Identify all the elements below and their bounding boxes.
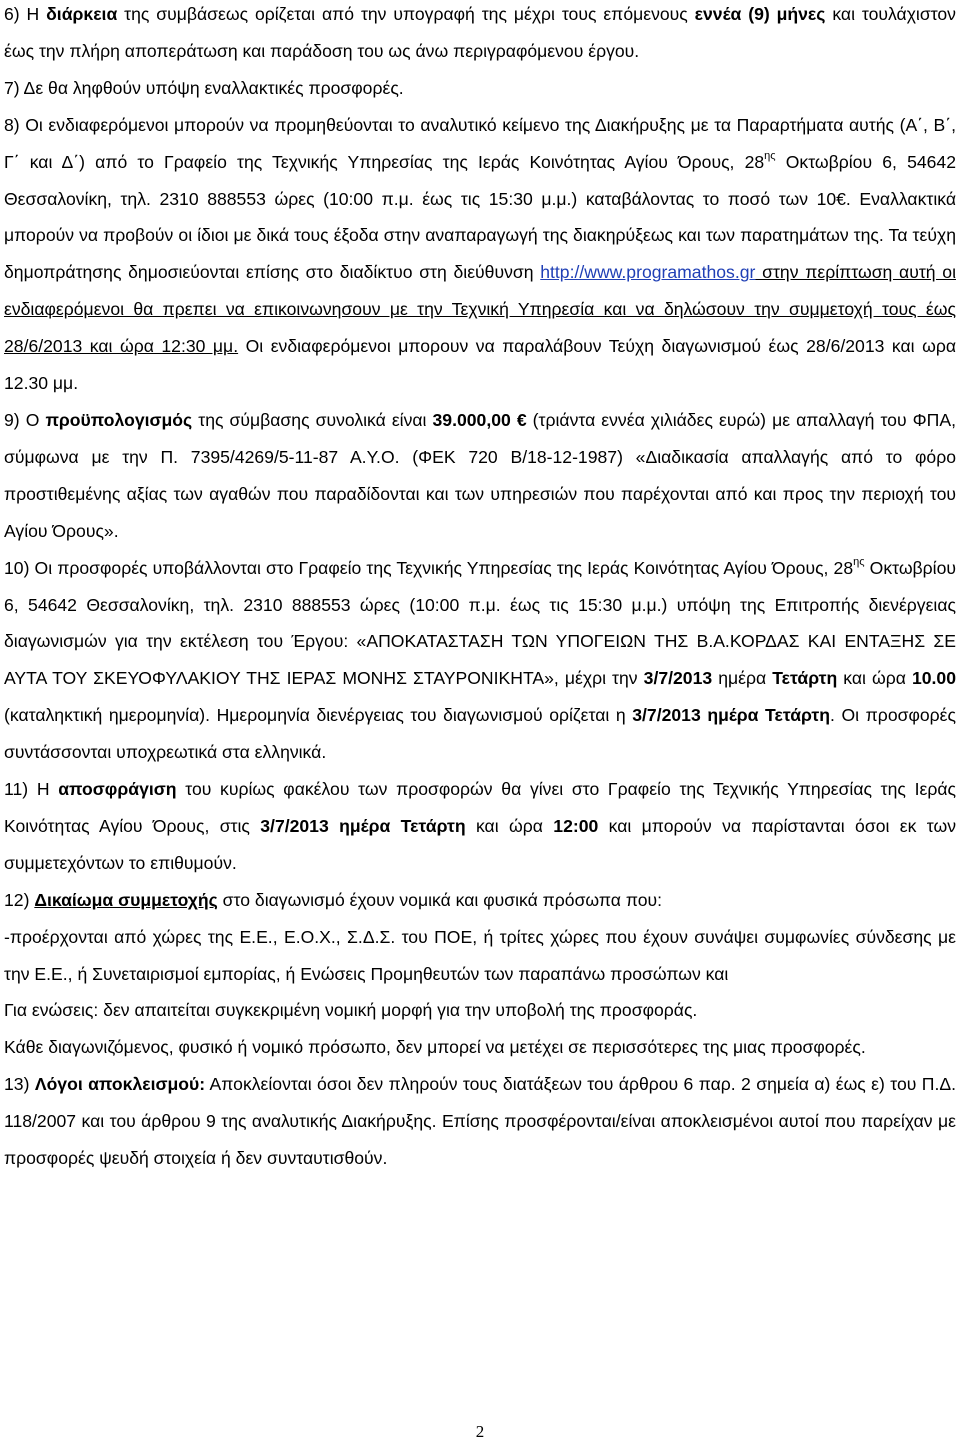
text: και ώρα xyxy=(837,668,912,689)
paragraph-9 xyxy=(4,402,956,550)
text: της συμβάσεως ορίζεται από την υπογραφή της μέχρι τους επόμενους xyxy=(117,4,695,24)
bold-day: Τετάρτη xyxy=(772,668,838,689)
text: του κυρίως φακέλου των προσφορών θα γίνει στο Γραφείο της Τεχνικής Υπηρεσίας της Ιεράς Κοινότητας Αγίου Όρους, στις xyxy=(4,779,956,836)
text: της σύμβασης συνολικά είναι xyxy=(192,409,433,430)
bold-duration: διάρκεια xyxy=(46,4,118,24)
superscript: ης xyxy=(853,555,865,568)
underlined-notice: στην περίπτωση αυτή οι ενδιαφερόμενοι θα πρεπει να επικοινωνησουν με την Τεχνική Υπηρεσία και να δηλώσουν την συμμετοχή τους έως 28/6/2013 και ώρα 12:30 μμ. xyxy=(4,262,956,357)
text: Οι ενδιαφερόμενοι μπορουν να παραλάβουν Τεύχη διαγωνισμού έως 28/6/2013 και ωρα 12.30 μμ. xyxy=(4,336,956,394)
paragraph-12 xyxy=(4,882,956,919)
text: . Οι προσφορές συντάσσονται υποχρεωτικά στα ελληνικά. xyxy=(4,705,956,763)
document-page xyxy=(4,0,956,1177)
bold-participation-right: Δικαίωμα συμμετοχής xyxy=(34,889,218,910)
paragraph-10 xyxy=(4,550,956,771)
paragraph-6 xyxy=(4,0,956,70)
text: και μπορούν να παρίστανται όσοι εκ των συμμετεχόντων το επιθυμούν. xyxy=(4,815,956,873)
text: 8) Οι ενδιαφερόμενοι μπορούν να προμηθεύονται το αναλυτικό κείμενο της Διακήρυξης με τα Παραρτήματα αυτής (Α΄, Β΄, Γ΄ και Δ΄) από το Γραφείο της Τεχνικής Υπηρεσίας της Ιεράς Κοινότητας Αγίου Όρους, 28 xyxy=(4,114,956,172)
bold-amount: 39.000,00 € xyxy=(432,409,527,430)
paragraph-8 xyxy=(4,107,956,402)
paragraph-13 xyxy=(4,1066,956,1177)
text: 9) Ο xyxy=(4,409,46,430)
text: Οκτωβρίου 6, 54642 Θεσσαλονίκη, τηλ. 2310 888553 ώρες (10:00 π.μ. έως τις 15:30 μ.μ.) υπόψη της Επιτροπής διενέργειας διαγωνισμών για την εκτέλεση του Έργου: «ΑΠΟΚΑΤΑΣΤΑΣΗ ΤΩΝ ΥΠΟΓΕΙΩΝ ΤΗΣ Β.Α.ΚΟΡΔΑΣ ΚΑΙ ΕΝΤΑΞΗΣ ΣΕ ΑΥΤΑ ΤΟΥ ΣΚΕΥΟΦΥΛΑΚΙΟΥ ΤΗΣ ΙΕΡΑΣ ΜΟΝΗΣ ΣΤΑΥΡΟΝΙΚΗΤΑ», μέχρι την xyxy=(4,557,956,689)
text: (καταληκτική ημερομηνία). Ημερομηνία διενέργειας του διαγωνισμού ορίζεται η xyxy=(4,705,633,726)
bold-time: 12:00 xyxy=(553,815,599,836)
bold-budget: προϋπολογισμός xyxy=(45,409,193,430)
bold-exclusion-reasons: Λόγοι αποκλεισμού: xyxy=(34,1074,206,1095)
text: (τριάντα εννέα χιλιάδες ευρώ) με απαλλαγή του ΦΠΑ, σύμφωνα με την Π. 7395/4269/5-11-87 Α.Υ.Ο. (ΦΕΚ 720 Β/18-12-1987) «Διαδικασία απαλλαγής από το φόρο προστιθεμένης αξίας των αγαθών που παραδίδονται και των υπηρεσιών που παρέχονται από και προς την περιοχή του Αγίου Όρους». xyxy=(4,409,956,541)
bold-date-day: 3/7/2013 ημέρα Τετάρτη xyxy=(260,815,466,836)
text: 12) xyxy=(4,889,35,910)
page-number: 2 xyxy=(475,1422,485,1441)
text: 10) Οι προσφορές υποβάλλονται στο Γραφείο της Τεχνικής Υπηρεσίας της Ιεράς Κοινότητας Αγίου Όρους, 28 xyxy=(4,557,854,578)
programathos-link[interactable]: http://www.programathos.gr xyxy=(540,262,756,283)
text: Οκτωβρίου 6, 54642 Θεσσαλονίκη, τηλ. 2310 888553 ώρες (10:00 π.μ. έως τις 15:30 μ.μ.) καταβάλοντας το ποσό των 10€. Εναλλακτικά μπορούν να προβούν οι ίδιοι με δικά τους έξοδα στην αναπαραγωγή της διακηρύξεως και των παρατημάτων της. Τα τεύχη δημοπράτησης δημοσιεύονται επίσης στο διαδίκτυο στη διεύθυνση xyxy=(4,151,956,283)
bold-nine-months: εννέα (9) μήνες xyxy=(694,4,826,24)
text: στο διαγωνισμό έχουν νομικά και φυσικά πρόσωπα που: xyxy=(217,889,663,910)
text: 13) xyxy=(4,1074,35,1095)
bold-time: 10.00 xyxy=(911,668,956,689)
paragraph-12-origin: -προέρχονται από χώρες της Ε.Ε., Ε.Ο.Χ., Σ.Δ.Σ. του ΠΟΕ, ή τρίτες χώρες που έχουν συνάψει συμφωνίες σύνδεσης με την Ε.Ε., ή Συνεταιρισμοί εμπορίας, ή Ενώσεις Προμηθευτών των παραπάνω προσώπων και xyxy=(4,926,956,984)
text: Αποκλείονται όσοι δεν πληρούν τους διατάξεων του άρθρου 6 παρ. 2 σημεία α) έως ε) του Π.Δ. 118/2007 και του άρθρου 9 της αναλυτικής Διακήρυξης. Επίσης προσφέρονται/είναι αποκλεισμένοι αυτοί που παρείχαν με προσφορές ψευδή στοιχεία ή δεν συνταυτισθούν. xyxy=(4,1074,956,1169)
bold-date: 3/7/2013 xyxy=(643,668,713,689)
text: 11) Η xyxy=(4,779,59,800)
bold-unsealing: αποσφράγιση xyxy=(58,779,177,800)
bold-date-day: 3/7/2013 ημέρα Τετάρτη xyxy=(632,705,831,726)
text: ημέρα xyxy=(712,668,773,689)
paragraph-7: 7) Δε θα ληφθούν υπόψη εναλλακτικές προσφορές. xyxy=(4,77,404,98)
paragraph-12-single-offer: Κάθε διαγωνιζόμενος, φυσικό ή νομικό πρόσωπο, δεν μπορεί να μετέχει σε περισσότερες της μιας προσφορές. xyxy=(4,1037,866,1058)
superscript: ης xyxy=(764,149,776,162)
text: και τουλάχιστον έως την πλήρη αποπεράτωση και παράδοση του ως άνω περιγραφόμενου έργου. xyxy=(4,4,956,61)
paragraph-11 xyxy=(4,771,956,882)
text: και ώρα xyxy=(465,815,554,836)
text: 6) Η xyxy=(4,4,47,24)
paragraph-12-unions: Για ενώσεις: δεν απαιτείται συγκεκριμένη νομική μορφή για την υποβολή της προσφοράς. xyxy=(4,1000,698,1021)
